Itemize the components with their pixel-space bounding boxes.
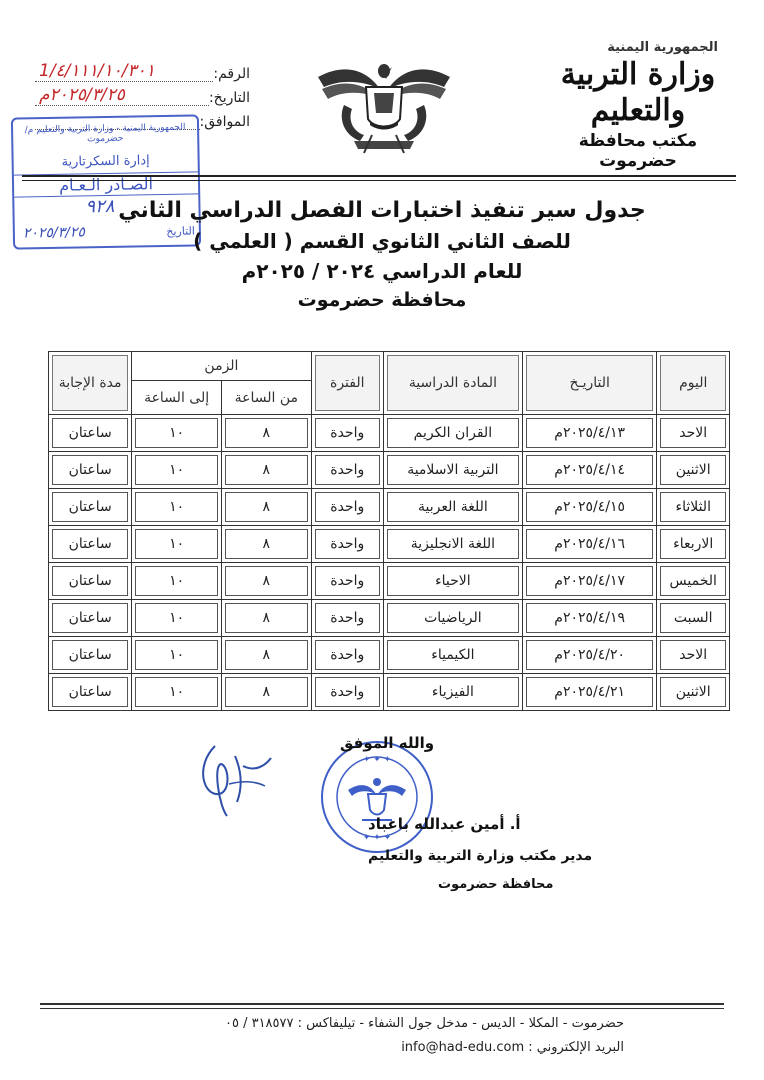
cell-period: واحدة <box>311 452 383 489</box>
cell-subject: اللغة الانجليزية <box>383 526 522 563</box>
cell-subject: القران الكريم <box>383 415 522 452</box>
title-line-4: محافظة حضرموت <box>297 289 467 311</box>
official-seal-icon <box>318 738 436 856</box>
cell-duration: ساعتان <box>49 452 132 489</box>
cell-to: ١٠ <box>132 489 222 526</box>
cell-period: واحدة <box>311 600 383 637</box>
cell-date: ٢٠٢٥/٤/١٤م <box>522 452 657 489</box>
cell-to: ١٠ <box>132 637 222 674</box>
cell-duration: ساعتان <box>49 563 132 600</box>
table-row <box>49 526 730 563</box>
footer-divider-thin <box>40 1008 724 1009</box>
header-subject: المادة الدراسية <box>383 352 522 415</box>
cell-subject: التربية الاسلامية <box>383 452 522 489</box>
cell-date: ٢٠٢٥/٤/١٥م <box>522 489 657 526</box>
cell-from: ٨ <box>221 600 311 637</box>
cell-duration: ساعتان <box>49 415 132 452</box>
cell-duration: ساعتان <box>49 526 132 563</box>
cell-period: واحدة <box>311 674 383 711</box>
header-time: الزمن <box>132 352 311 381</box>
reference-date-label: التاريخ <box>213 90 250 106</box>
header-from: من الساعة <box>221 381 311 415</box>
stamp-header: الجمهورية اليمنية - وزارة التربية والتعليم م/ حضرموت <box>24 122 186 145</box>
header-divider <box>22 175 736 177</box>
reference-number-value: 1/٤/١١١/١٠/٣٠١ <box>39 60 155 81</box>
header-duration: مدة الإجابة <box>49 352 132 415</box>
stamp-outgoing: الصـادر الـعـام <box>14 171 198 197</box>
footer-email[interactable]: info@had-edu.com <box>401 1040 525 1055</box>
cell-from: ٨ <box>221 674 311 711</box>
table-row <box>49 674 730 711</box>
cell-subject: الاحياء <box>383 563 522 600</box>
cell-subject: الفيزياء <box>383 674 522 711</box>
cell-duration: ساعتان <box>49 674 132 711</box>
svg-text:✦ ✦ ✦: ✦ ✦ ✦ <box>362 833 392 843</box>
cell-from: ٨ <box>221 563 311 600</box>
table-row <box>49 600 730 637</box>
reference-corresponding-row: الموافق : <box>35 110 250 134</box>
cell-to: ١٠ <box>132 600 222 637</box>
cell-date: ٢٠٢٥/٤/٢١م <box>522 674 657 711</box>
table-row <box>49 637 730 674</box>
cell-subject: الكيمياء <box>383 637 522 674</box>
ministry-name: وزارة التربية والتعليم <box>560 57 716 128</box>
stamp-date-label: التاريخ <box>166 224 195 238</box>
header-period: الفترة <box>311 352 383 415</box>
cell-from: ٨ <box>221 637 311 674</box>
cell-subject: اللغة العربية <box>383 489 522 526</box>
svg-text:✦ ✦ ✦: ✦ ✦ ✦ <box>362 755 392 765</box>
title-line-1: جدول سير تنفيذ اختبارات الفصل الدراسي الثاني <box>118 198 646 223</box>
letterhead <box>538 40 738 171</box>
cell-period: واحدة <box>311 563 383 600</box>
stamp-department: إدارة السكرتارية <box>61 153 150 170</box>
cell-date: ٢٠٢٥/٤/١٧م <box>522 563 657 600</box>
table-row <box>49 563 730 600</box>
stamp-number: ٩٢٨ <box>85 195 115 218</box>
table-header-row <box>49 352 730 381</box>
footer-email-line <box>401 1040 624 1055</box>
footer-email-label: البريد الإلكتروني : <box>528 1040 624 1055</box>
footer-divider <box>40 1003 724 1005</box>
table-row <box>49 489 730 526</box>
cell-date: ٢٠٢٥/٤/٢٠م <box>522 637 657 674</box>
cell-date: ٢٠٢٥/٤/١٦م <box>522 526 657 563</box>
signer-title: مدير مكتب وزارة التربية والتعليم <box>368 848 593 864</box>
signer-name: أ. أمين عبدالله باعباد <box>368 815 521 833</box>
cell-to: ١٠ <box>132 563 222 600</box>
title-line-2: للصف الثاني الثانوي القسم ( العلمي ) <box>193 229 571 253</box>
cell-to: ١٠ <box>132 415 222 452</box>
cell-duration: ساعتان <box>49 489 132 526</box>
cell-duration: ساعتان <box>49 600 132 637</box>
footer-address: حضرموت - المكلا - الديس - مدخل جول الشفاء - تيليفاكس : ٣١٨٥٧٧ / ٠٥ <box>224 1016 624 1031</box>
cell-day: الاربعاء <box>657 526 730 563</box>
cell-date: ٢٠٢٥/٤/١٣م <box>522 415 657 452</box>
cell-from: ٨ <box>221 452 311 489</box>
reference-corresponding-label: الموافق <box>204 114 250 130</box>
handwritten-signature-icon <box>185 736 275 826</box>
signer-governorate: محافظة حضرموت <box>438 877 554 892</box>
cell-day: الاثنين <box>657 674 730 711</box>
reference-number-row: الرقم : 1/٤/١١١/١٠/٣٠١ <box>35 62 250 86</box>
reference-number-label: الرقم <box>218 66 250 82</box>
cell-day: السبت <box>657 600 730 637</box>
cell-period: واحدة <box>311 489 383 526</box>
cell-day: الخميس <box>657 563 730 600</box>
national-emblem-icon <box>314 55 454 155</box>
closing-phrase: والله الموفق <box>340 734 435 752</box>
cell-day: الثلاثاء <box>657 489 730 526</box>
table-row <box>49 452 730 489</box>
cell-from: ٨ <box>221 526 311 563</box>
cell-subject: الرياضيات <box>383 600 522 637</box>
reference-date-row: التاريخ : ٢٠٢٥/٣/٢٥م <box>35 86 250 110</box>
header-day: اليوم <box>657 352 730 415</box>
table-row <box>49 415 730 452</box>
title-line-3: للعام الدراسي ٢٠٢٤ / ٢٠٢٥م <box>241 259 523 283</box>
cell-to: ١٠ <box>132 674 222 711</box>
exam-schedule-table <box>48 351 730 711</box>
header-date: التاريـخ <box>522 352 657 415</box>
cell-period: واحدة <box>311 637 383 674</box>
cell-day: الاحد <box>657 415 730 452</box>
header-to: إلى الساعة <box>132 381 222 415</box>
office-name: مكتب محافظة حضرموت <box>578 131 698 171</box>
cell-duration: ساعتان <box>49 637 132 674</box>
stamp-date: ٢٠٢٥/٣/٢٥ <box>22 224 86 242</box>
cell-from: ٨ <box>221 415 311 452</box>
cell-to: ١٠ <box>132 526 222 563</box>
country-name: الجمهورية اليمنية <box>607 40 718 55</box>
cell-period: واحدة <box>311 526 383 563</box>
cell-date: ٢٠٢٥/٤/١٩م <box>522 600 657 637</box>
cell-from: ٨ <box>221 489 311 526</box>
cell-period: واحدة <box>311 415 383 452</box>
cell-to: ١٠ <box>132 452 222 489</box>
cell-day: الاحد <box>657 637 730 674</box>
reference-date-value: ٢٠٢٥/٣/٢٥م <box>39 84 125 105</box>
cell-day: الاثنين <box>657 452 730 489</box>
document-titles <box>0 195 764 311</box>
header-divider-thin <box>22 180 736 181</box>
